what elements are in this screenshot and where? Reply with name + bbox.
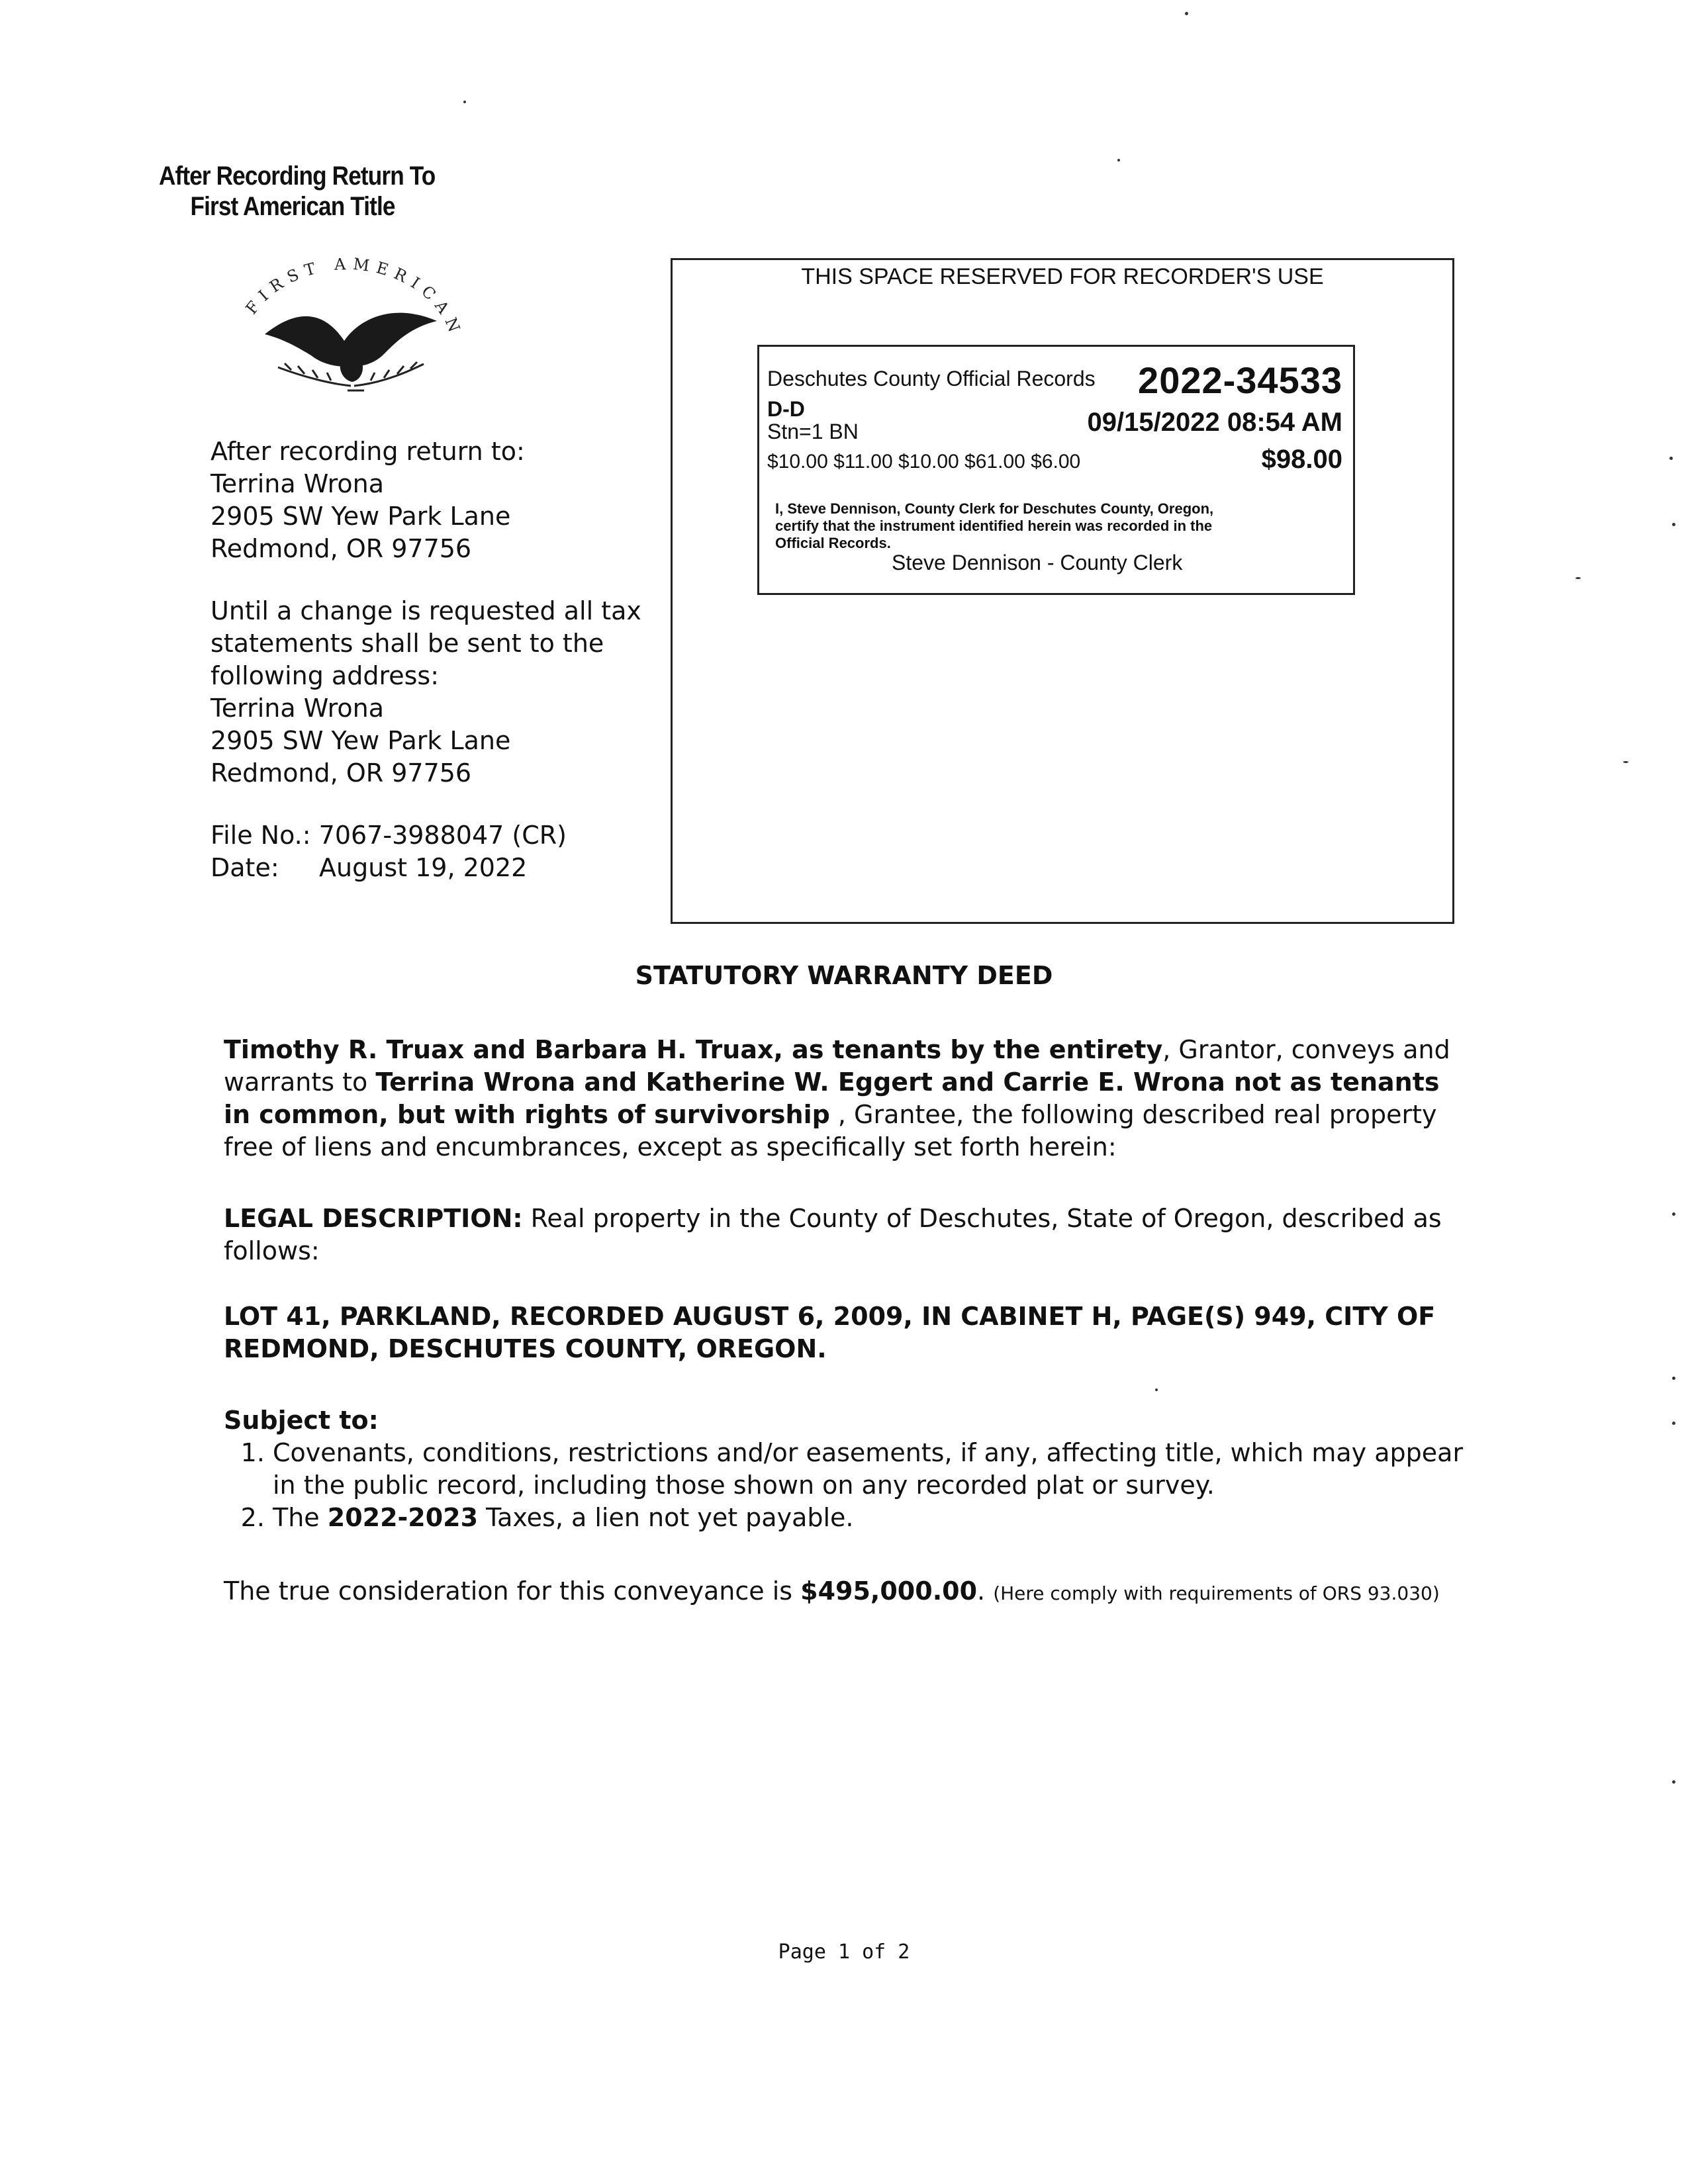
stamp-fees: $10.00 $11.00 $10.00 $61.00 $6.00 [767, 451, 1081, 473]
subject-item-2 [273, 1502, 1468, 1534]
tax-city: Redmond, OR 97756 [211, 758, 472, 788]
recording-stamp [757, 345, 1355, 595]
scan-speck [1672, 523, 1675, 526]
recorder-use-box [671, 258, 1454, 924]
scan-speck [1669, 457, 1673, 460]
stamp-office: Deschutes County Official Records [767, 367, 1096, 390]
cert-line-1: I, Steve Dennison, County Clerk for Deschutes County, Oregon, [775, 500, 1214, 517]
stamp-total: $98.00 [1261, 445, 1342, 474]
scan-speck [1672, 1212, 1675, 1216]
cert-line-3: Official Records. [775, 535, 891, 551]
scan-speck [1672, 1780, 1675, 1784]
consideration-amount: $495,000.00 [800, 1576, 978, 1606]
grantor-names: Timothy R. Truax and Barbara H. Truax, as tenants by the entirety [224, 1035, 1163, 1064]
stamp-station: Stn=1 BN [767, 420, 859, 443]
scan-speck [1185, 12, 1188, 15]
return-to-label: After recording return to: [211, 437, 525, 466]
scan-speck [1672, 1377, 1675, 1380]
return-address-block [211, 435, 661, 884]
subject-item-1: 1. Covenants, conditions, restrictions and/or easements, if any, affecting title, which may appear in the public record, including those shown on any recorded plat or survey. [273, 1437, 1468, 1502]
stamp-certification [775, 500, 1318, 552]
tax-line-3: following address: [211, 661, 440, 690]
first-american-eagle-logo [225, 255, 470, 407]
return-to-street: 2905 SW Yew Park Lane [211, 502, 511, 531]
return-to-name: Terrina Wrona [211, 469, 384, 498]
recorder-heading: THIS SPACE RESERVED FOR RECORDER'S USE [801, 264, 1324, 289]
document-title: STATUTORY WARRANTY DEED [635, 961, 1053, 990]
subject-to-section [224, 1404, 1468, 1534]
grantee-names: Terrina Wrona and Katherine W. Eggert and Carrie E. Wrona not as tenants in common, but with rights of survivorship [224, 1068, 1440, 1129]
tax-line-2: statements shall be sent to the [211, 629, 604, 658]
stamp-record-number: 2022-34533 [1138, 359, 1342, 401]
stamp-datetime: 09/15/2022 08:54 AM [1087, 408, 1342, 437]
grantor-text: , Grantor, conveys and warrants to [224, 1035, 1450, 1097]
file-no-value: 7067-3988047 (CR) [318, 821, 567, 850]
scan-speck [1155, 1388, 1158, 1391]
consideration-post: . [977, 1576, 994, 1606]
return-to-city: Redmond, OR 97756 [211, 534, 472, 563]
legal-text: Real property in the County of Deschutes, State of Oregon, described as follows: [224, 1204, 1442, 1265]
scan-speck [1623, 761, 1628, 763]
grantee-text: , Grantee, the following described real property free of liens and encumbrances, except as specifically set forth herein: [224, 1100, 1437, 1161]
subject-item-2-pre: The [273, 1503, 328, 1532]
subject-label: Subject to: [224, 1406, 379, 1435]
scan-speck [463, 101, 466, 103]
tax-name: Terrina Wrona [211, 694, 384, 723]
legal-lot-paragraph [224, 1300, 1468, 1365]
cert-line-2: certify that the instrument identified herein was recorded in the [775, 518, 1213, 534]
subject-item-2-post: Taxes, a lien not yet payable. [478, 1503, 854, 1532]
tax-line-1: Until a change is requested all tax [211, 596, 641, 625]
legal-lot: LOT 41, PARKLAND, RECORDED AUGUST 6, 2009, IN CABINET H, PAGE(S) 949, CITY OF REDMOND, DESCHUTES COUNTY, OREGON. [224, 1302, 1436, 1363]
legal-label: LEGAL DESCRIPTION: [224, 1204, 523, 1233]
scan-speck [1575, 577, 1581, 579]
tax-street: 2905 SW Yew Park Lane [211, 726, 511, 755]
scan-speck [1672, 1422, 1675, 1425]
stamp-doc-type: D-D [767, 397, 805, 421]
consideration-paragraph [224, 1575, 1468, 1610]
logo-arc-text: FIRST AMERICAN [242, 255, 466, 341]
page-number: Page 1 of 2 [778, 1940, 910, 1964]
subject-item-2-years: 2022-2023 [327, 1503, 479, 1532]
scan-speck [1117, 159, 1120, 161]
date-line [211, 852, 661, 884]
legal-description-paragraph [224, 1203, 1468, 1267]
file-number-line [211, 819, 661, 852]
consideration-note: (Here comply with requirements of ORS 93.030) [993, 1582, 1440, 1604]
return-to-header [159, 161, 435, 222]
conveyance-paragraph [224, 1034, 1468, 1163]
file-no-label: File No.: [211, 821, 311, 850]
header-line-2: First American Title [190, 192, 395, 221]
consideration-pre: The true consideration for this conveyance is [224, 1576, 801, 1606]
date-label: Date: [211, 853, 279, 882]
header-line-1: After Recording Return To [159, 161, 436, 191]
date-value: August 19, 2022 [319, 853, 528, 882]
stamp-clerk-signature: Steve Dennison - County Clerk [892, 551, 1183, 574]
